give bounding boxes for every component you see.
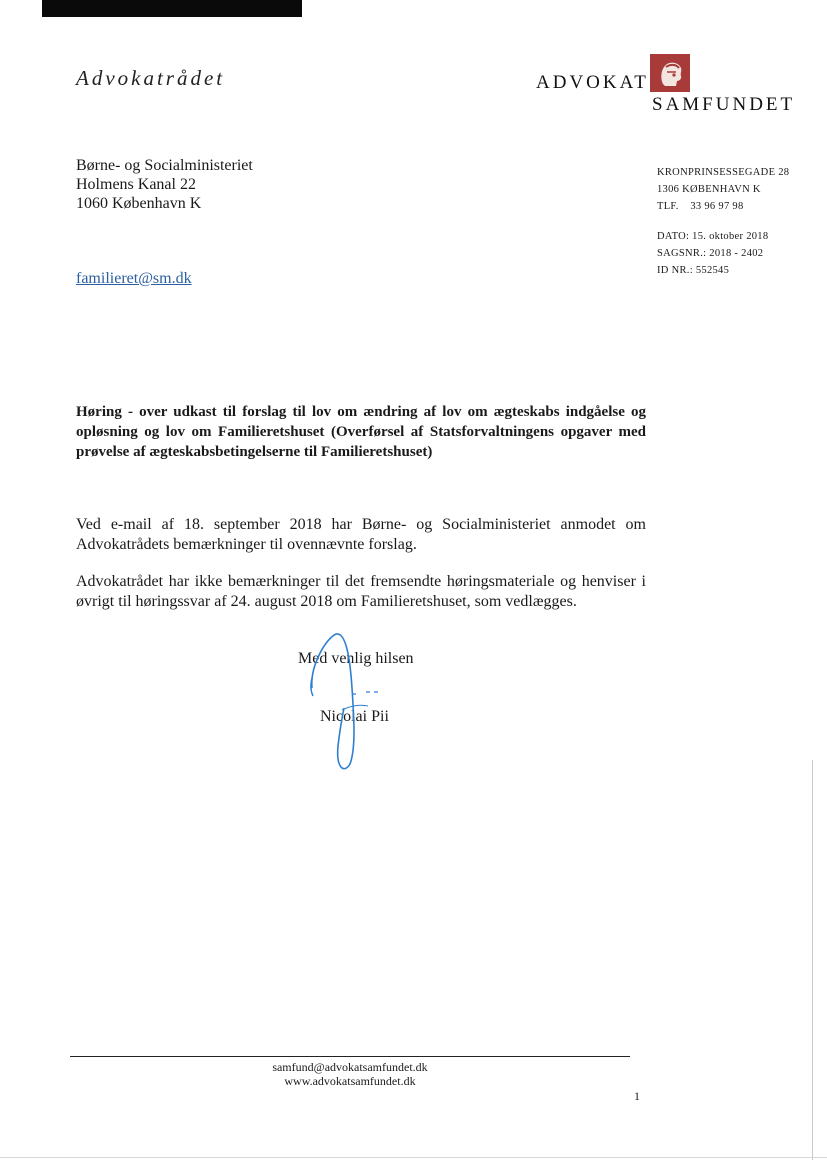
letter-subject: Høring - over udkast til forslag til lov om ændring af lov om ægteskabs indgåelse og opløsning og lov om Familieretshuset (Overførsel af Statsforvaltningens opgaver med prøvelse af ægteskabsbetingelserne til Familieretshuset) xyxy=(76,404,646,460)
case-number: SAGSNR.: 2018 - 2402 xyxy=(657,248,764,259)
recipient-name: Børne- og Socialministeriet xyxy=(76,157,253,174)
recipient-address xyxy=(76,156,253,213)
sender-info xyxy=(657,164,789,279)
body-paragraph-2: Advokatrådet har ikke bemærkninger til det fremsendte høringsmateriale og henviser i øvrigt til høringssvar af 24. august 2018 om Familieretshuset, som vedlægges. xyxy=(76,573,646,610)
id-number: ID NR.: 552545 xyxy=(657,265,730,276)
sender-address: KRONPRINSESSEGADE 28 xyxy=(657,167,790,178)
page-number: 1 xyxy=(634,1089,640,1103)
redaction-bar xyxy=(42,0,302,17)
closing-salutation: Med venlig hilsen xyxy=(298,650,414,667)
scan-edge-right xyxy=(812,760,813,1160)
logo-word-advokat: ADVOKAT xyxy=(536,72,649,93)
body-paragraph-1: Ved e-mail af 18. september 2018 har Børne- og Socialministeriet anmodet om Advokatrådets bemærkninger til ovennævnte forslag. xyxy=(76,516,646,553)
signatory-name: Nicolai Pii xyxy=(320,708,389,725)
footer-website: www.advokatsamfundet.dk xyxy=(284,1074,416,1088)
sender-city: 1306 KØBENHAVN K xyxy=(657,184,761,195)
sender-phone: TLF. 33 96 97 98 xyxy=(657,201,744,212)
scan-edge-bottom xyxy=(0,1157,827,1158)
helmeted-head-icon xyxy=(650,54,690,92)
letter-date: DATO: 15. oktober 2018 xyxy=(657,231,769,242)
handwritten-signature xyxy=(296,628,396,778)
logo-word-samfundet: SAMFUNDET xyxy=(652,94,796,115)
recipient-city: 1060 København K xyxy=(76,195,202,212)
recipient-street: Holmens Kanal 22 xyxy=(76,176,196,193)
recipient-email-link[interactable]: familieret@sm.dk xyxy=(76,270,192,287)
advokatraadet-logo: Advokatrådet xyxy=(76,66,226,90)
footer-email: samfund@advokatsamfundet.dk xyxy=(272,1060,428,1074)
advokatsamfundet-logo xyxy=(536,52,806,122)
footer xyxy=(70,1060,630,1088)
footer-divider xyxy=(70,1056,630,1057)
